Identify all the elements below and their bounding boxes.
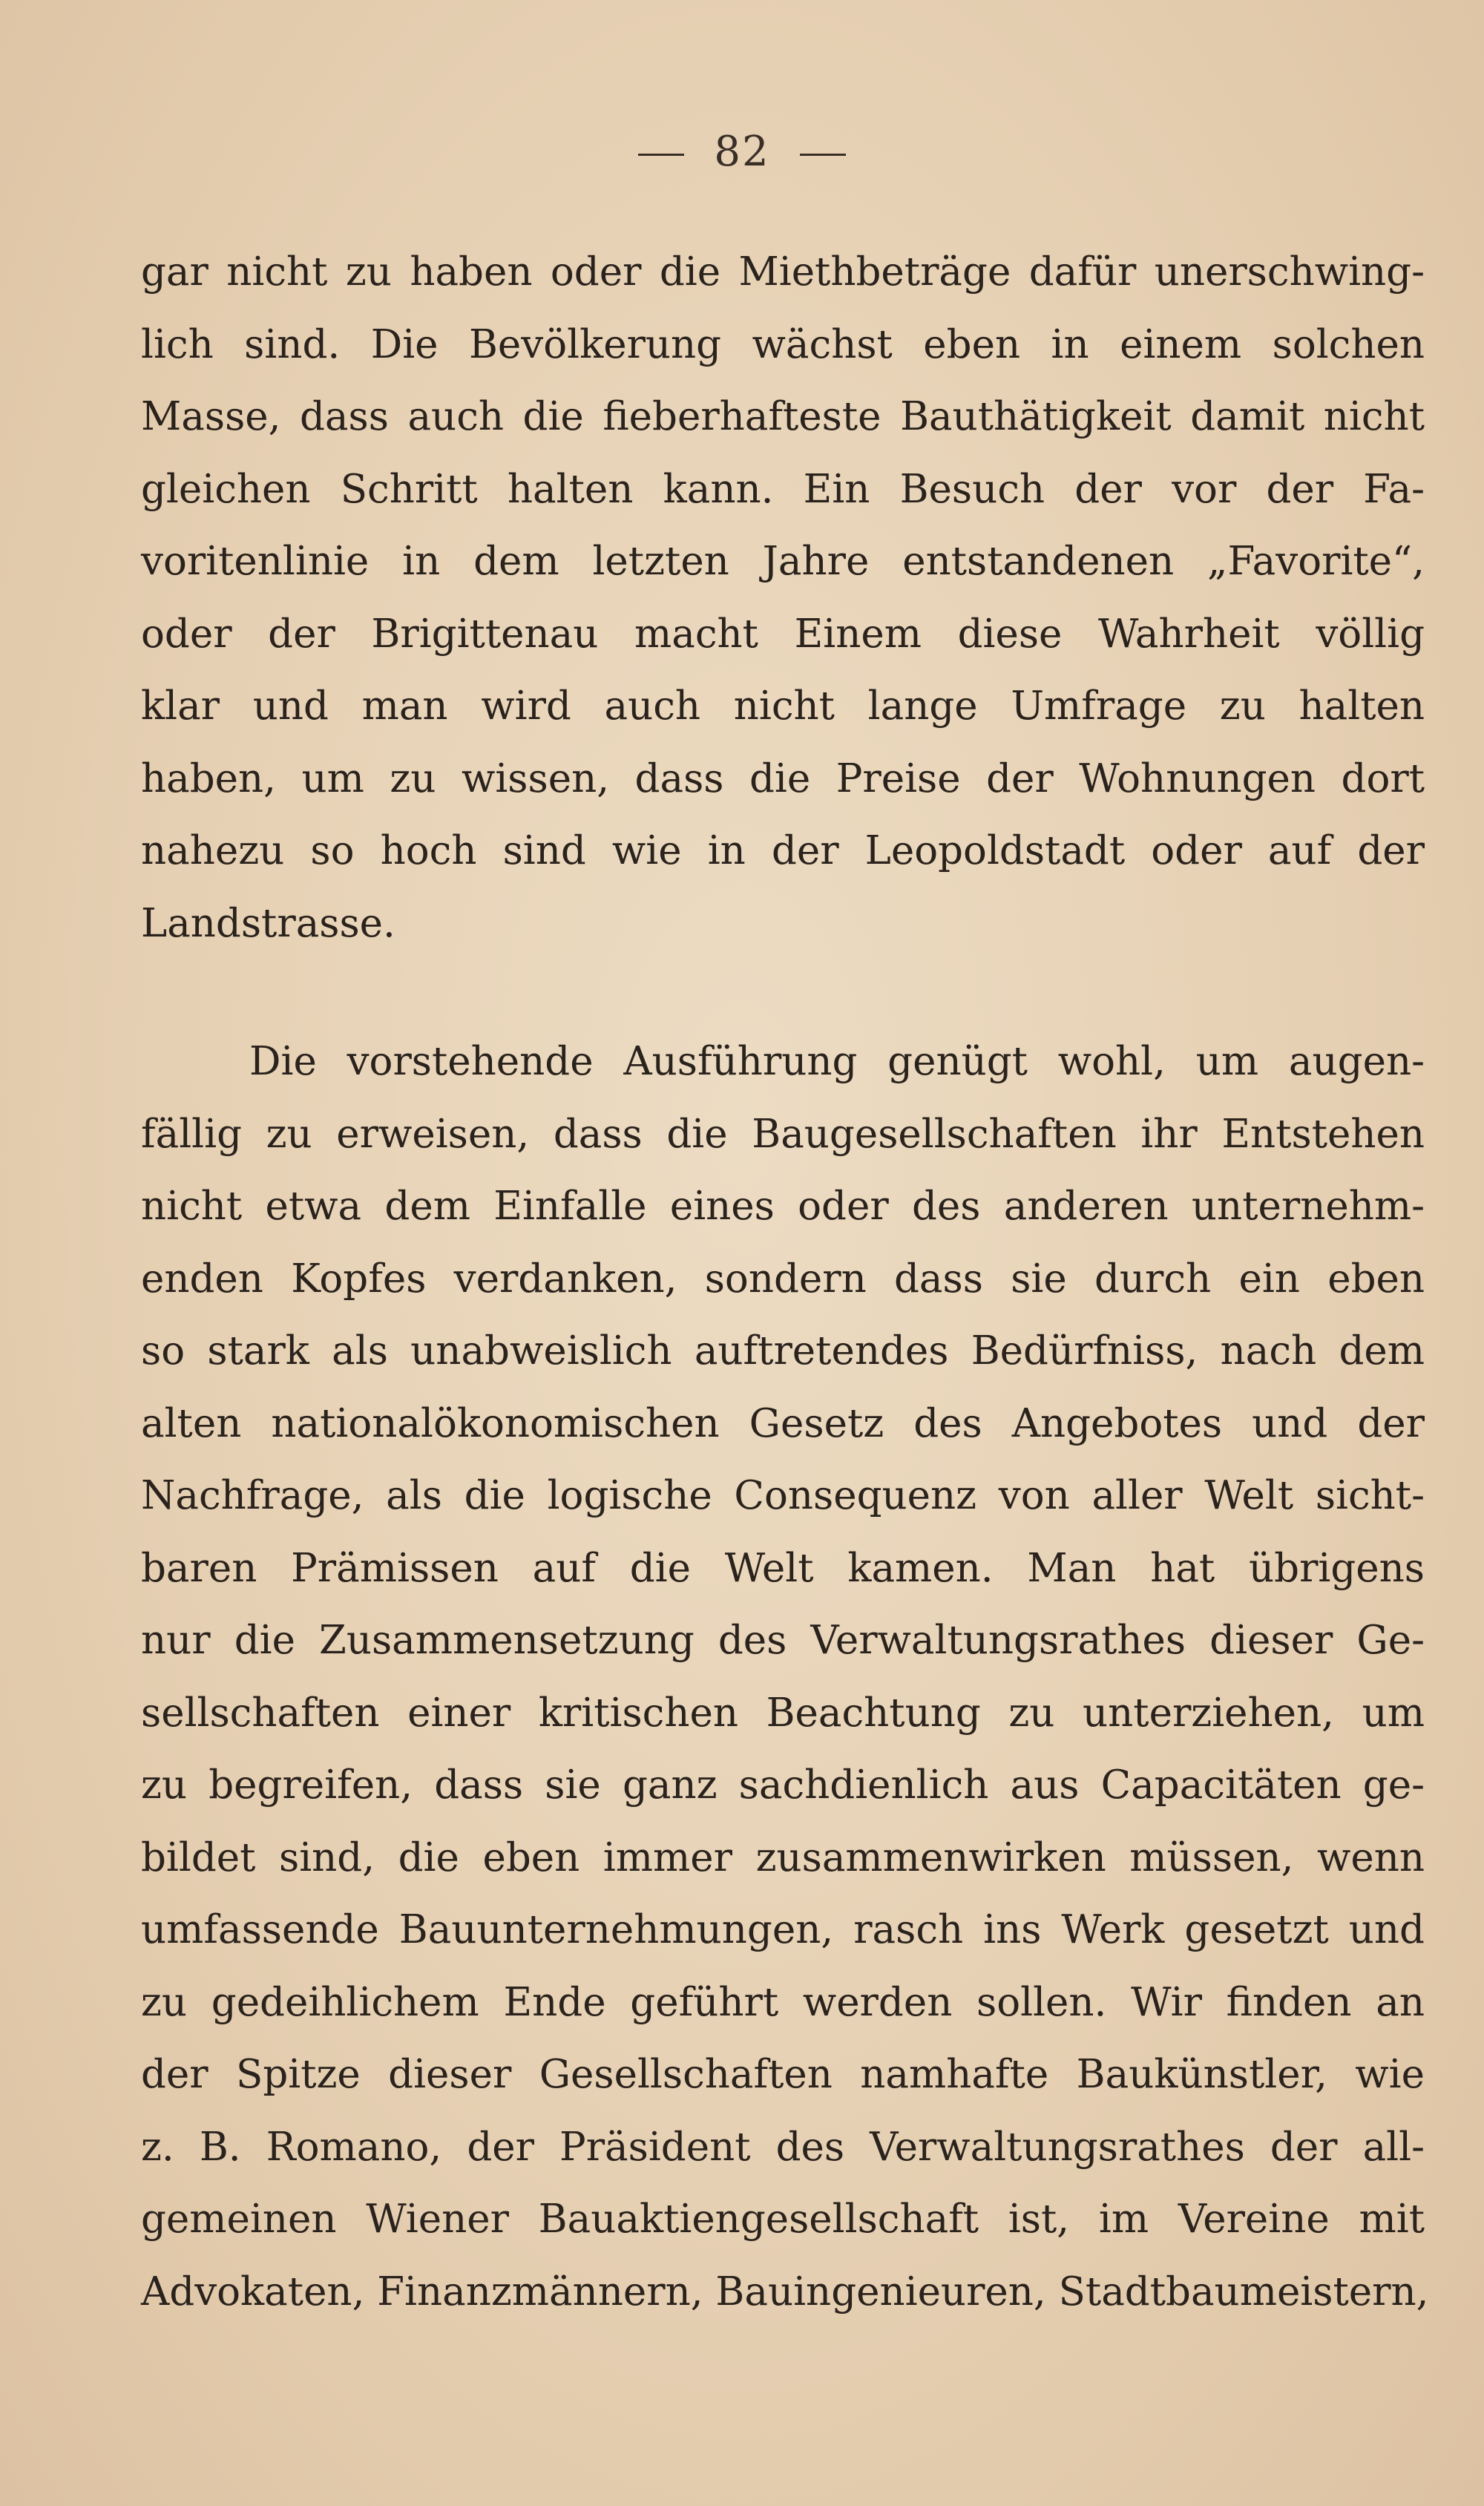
paragraph-2 [141,1026,1429,2328]
text-line: fällig zu erweisen, dass die Baugesellschaften ihr Entstehen [141,1111,1425,1157]
text-line: nahezu so hoch sind wie in der Leopoldstadt oder auf der [141,828,1425,873]
text-line: Masse, dass auch die fieberhafteste Bauthätigkeit damit nicht [141,394,1425,439]
text-line: zu gedeihlichem Ende geführt werden sollen. Wir finden an [141,1979,1425,2025]
text-line: zu begreifen, dass sie ganz sachdienlich aus Capacitäten ge- [141,1762,1425,1808]
text-line: voritenlinie in dem letzten Jahre entstandenen „Favorite“, [141,539,1425,584]
text-line: oder der Brigittenau macht Einem diese Wahrheit völlig [141,611,1425,657]
text-line: gemeinen Wiener Bauaktiengesellschaft ist, im Vereine mit [141,2197,1425,2242]
page-number [0,128,1484,176]
paragraph-1 [141,236,1425,960]
text-line: Nachfrage, als die logische Consequenz von aller Welt sicht- [141,1473,1425,1518]
text-line: klar und man wird auch nicht lange Umfrage zu halten [141,683,1425,729]
text-line: haben, um zu wissen, dass die Preise der Wohnungen dort [141,755,1425,801]
text-line: umfassende Bauunternehmungen, rasch ins Werk gesetzt und [141,1907,1425,1952]
text-line: Advokaten, Finanzmännern, Bauingenieuren, Stadtbaumeistern, [141,2269,1429,2315]
text-line: so stark als unabweislich auftretendes Bedürfniss, nach dem [141,1328,1425,1374]
text-line: gleichen Schritt halten kann. Ein Besuch der vor der Fa- [141,466,1425,512]
text-line: Die vorstehende Ausführung genügt wohl, um augen- [249,1039,1425,1084]
text-line: nicht etwa dem Einfalle eines oder des anderen unternehm- [141,1184,1425,1229]
text-line: baren Prämissen auf die Welt kamen. Man hat übrigens [141,1545,1425,1591]
text-line: lich sind. Die Bevölkerung wächst eben in einem solchen [141,321,1425,367]
text-line: z. B. Romano, der Präsident des Verwaltungsrathes der all- [141,2124,1425,2170]
page-number-dash-right [800,154,846,156]
text-line: enden Kopfes verdanken, sondern dass sie durch ein eben [141,1256,1425,1302]
text-line: gar nicht zu haben oder die Miethbeträge dafür unerschwing- [141,249,1425,295]
text-line: Landstrasse. [141,900,395,946]
page-number-dash-left [638,154,684,156]
text-line: nur die Zusammensetzung des Verwaltungsrathes dieser Ge- [141,1618,1425,1663]
text-line: alten nationalökonomischen Gesetz des Angebotes und der [141,1400,1425,1446]
page-number-value: 82 [714,128,770,176]
text-line: bildet sind, die eben immer zusammenwirken müssen, wenn [141,1834,1425,1880]
text-line: der Spitze dieser Gesellschaften namhafte Baukünstler, wie [141,2052,1425,2097]
text-line: sellschaften einer kritischen Beachtung zu unterziehen, um [141,1690,1425,1736]
